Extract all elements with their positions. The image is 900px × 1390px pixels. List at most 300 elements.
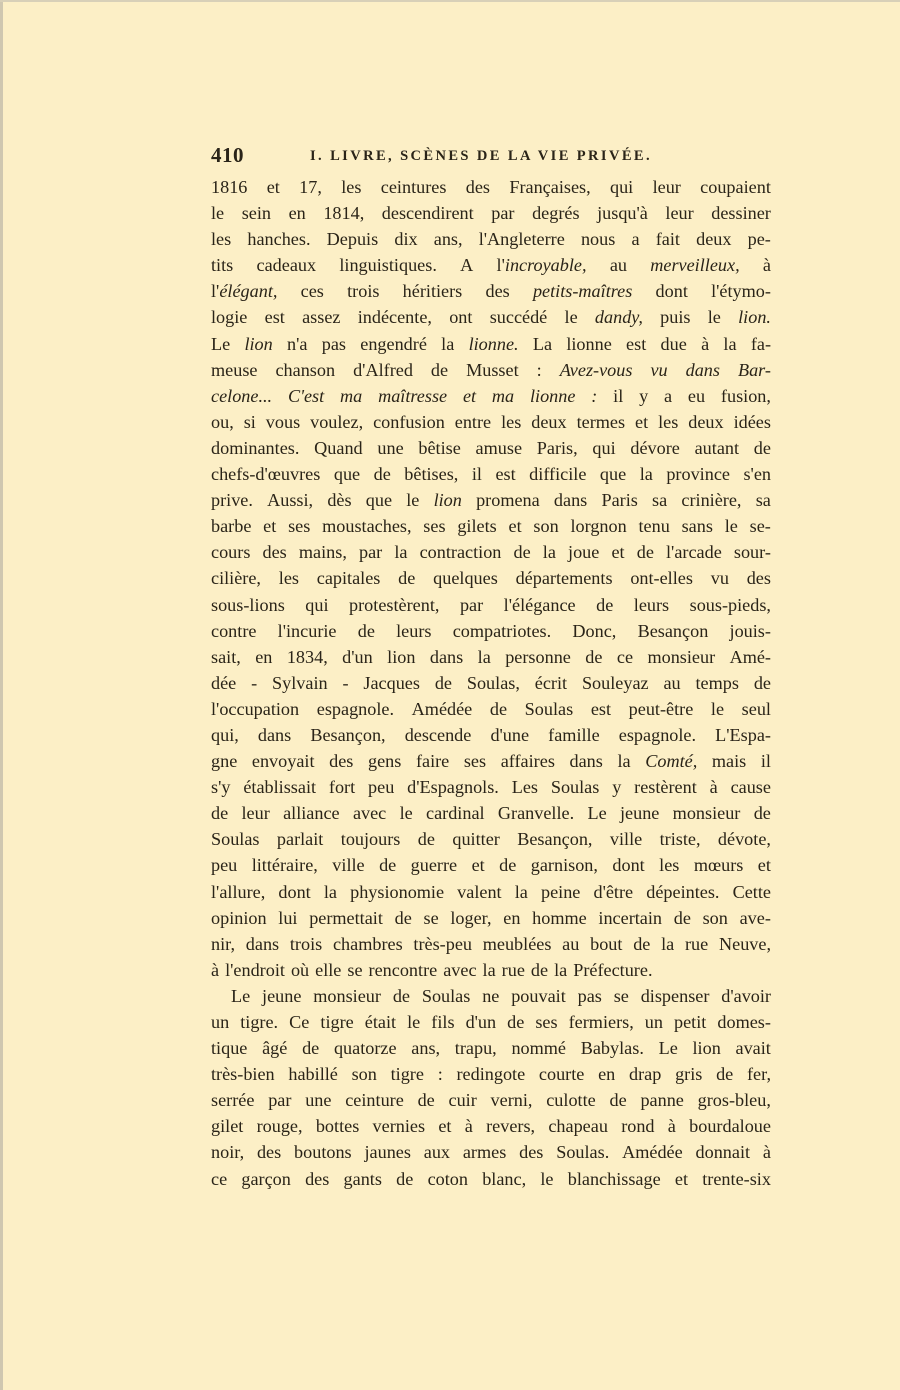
word: ont (449, 307, 473, 328)
word: entre (454, 411, 492, 432)
word: tique (211, 1038, 248, 1059)
word: la (639, 464, 653, 485)
word: les (341, 177, 362, 197)
word: d'une (490, 724, 530, 745)
word: et (263, 516, 277, 537)
word: la (723, 333, 737, 354)
word: se (423, 907, 439, 928)
word: les (278, 568, 299, 589)
word: cuir (448, 1090, 477, 1111)
word: chefs-d'œuvres (211, 464, 321, 485)
word: à (701, 333, 710, 354)
word: ave- (739, 907, 771, 928)
word: linguistiques. (339, 255, 437, 276)
word: descende (404, 724, 472, 745)
word: dominantes. (211, 437, 300, 458)
word: Paris, (536, 437, 578, 458)
word: monsieur (647, 646, 716, 667)
word: ces (300, 281, 324, 302)
text-line (211, 252, 771, 278)
text-line (211, 487, 771, 513)
word: personne (505, 646, 571, 667)
word: dans (245, 933, 280, 954)
text-line (211, 748, 771, 774)
word: ses (288, 516, 311, 537)
word: compatriotes. (452, 620, 552, 641)
word: gris (675, 1064, 703, 1085)
word: des (465, 177, 491, 197)
word: n'a (287, 333, 308, 354)
word: s'y (211, 777, 231, 798)
word: sa (652, 490, 668, 511)
text-line (211, 774, 771, 800)
word: en (598, 1064, 616, 1085)
word: lorgnon (570, 516, 627, 537)
text-line (211, 1061, 771, 1087)
word: monsieur (672, 803, 741, 824)
word: a (664, 385, 673, 406)
word: bourdaloue (689, 1116, 771, 1137)
word: la (477, 646, 491, 667)
word: assez (302, 307, 341, 328)
word: 1814, (323, 203, 365, 224)
word: toujours (340, 829, 401, 850)
text-line (211, 644, 771, 670)
word: de (398, 568, 416, 589)
word: est (495, 464, 516, 485)
word: : (591, 385, 598, 406)
word: meuse (211, 359, 258, 380)
word: jeune (262, 985, 302, 1006)
word: ce (616, 646, 634, 667)
word: y (612, 777, 622, 798)
word: cilière, (211, 568, 261, 589)
word: à (211, 959, 220, 980)
word: Amédée (411, 698, 473, 719)
page-edge-top (0, 0, 900, 2)
word: puis (660, 307, 691, 328)
word: et (266, 177, 280, 197)
word: verni, (490, 1090, 533, 1111)
word: autant (694, 437, 740, 458)
word: dessiner (711, 203, 771, 224)
word: domes- (717, 1012, 771, 1032)
word: leur (665, 203, 694, 224)
word: gens (367, 751, 402, 772)
word: de (417, 829, 435, 850)
word: dix (394, 229, 418, 250)
word: la (661, 933, 675, 954)
word: d'un (465, 1012, 497, 1032)
word: due (660, 333, 687, 354)
word: qui (305, 594, 329, 615)
word: ceinture (345, 1090, 404, 1111)
word: le (399, 803, 413, 824)
text-line (211, 226, 771, 252)
word: est (590, 698, 612, 719)
word: de (211, 803, 229, 824)
word: de (373, 464, 391, 485)
word: la (617, 751, 631, 772)
word: au (609, 255, 627, 276)
word: de (417, 1090, 435, 1111)
word: Le (587, 803, 607, 824)
word: une (377, 437, 404, 458)
word: littéraire, (251, 855, 318, 876)
word: nous (580, 229, 616, 250)
word: sa (755, 490, 771, 511)
page-number: 410 (211, 143, 244, 167)
word: héritiers (402, 281, 463, 302)
word: envoyait (251, 751, 315, 772)
word: trapu, (454, 1038, 497, 1059)
word: redingote (456, 1064, 526, 1085)
word: fermiers, (568, 1012, 634, 1032)
word: pe- (747, 229, 771, 250)
word: de (585, 646, 603, 667)
word: dépeintes. (646, 881, 720, 902)
word: si (243, 411, 256, 432)
running-header (211, 143, 771, 173)
word: vu (650, 359, 668, 380)
word: cours (211, 542, 251, 563)
word: Besançon (637, 620, 709, 641)
word: ou, (211, 411, 234, 432)
word: dévote, (717, 829, 771, 850)
word: les (659, 855, 680, 876)
word: l'incurie (277, 620, 337, 641)
word: sans (681, 516, 713, 537)
word: fer, (746, 1064, 771, 1085)
paragraph (211, 174, 771, 983)
word: amuse (475, 437, 523, 458)
word: les (658, 411, 679, 432)
word: un (644, 1012, 663, 1032)
word: la (542, 542, 556, 563)
word: jaunes (364, 1142, 411, 1163)
word: quelques (433, 568, 498, 589)
word: gilets (457, 516, 497, 537)
word: était (364, 1012, 397, 1032)
word: deux (696, 229, 732, 250)
text-line (211, 1009, 771, 1035)
word: y (639, 385, 649, 406)
word: Ce (289, 1012, 310, 1032)
word: gros-bleu, (697, 1090, 771, 1111)
word: leur (652, 177, 681, 197)
word: descendirent (381, 203, 474, 224)
word: très-bien (211, 1064, 275, 1085)
word: la (323, 881, 337, 902)
text-line (211, 1139, 771, 1165)
word: fort (328, 777, 356, 798)
word: monsieur (313, 985, 381, 1006)
word: courte (538, 1064, 585, 1085)
word: restèrent (634, 777, 697, 798)
text-line (211, 461, 771, 487)
word: l'allure, (211, 881, 266, 902)
word: de (609, 1090, 627, 1111)
word: Cette (732, 881, 771, 902)
word: parlait (276, 829, 324, 850)
word: à (762, 1142, 771, 1163)
word: jusqu'à (597, 203, 648, 224)
text-line (211, 278, 771, 304)
word: fusion, (720, 385, 771, 406)
word: guerre (410, 855, 458, 876)
word: dans (429, 646, 464, 667)
text-line (211, 852, 771, 878)
word: rue (685, 933, 709, 954)
body-text (211, 174, 771, 1192)
word: à (667, 1116, 676, 1137)
word: très-peu (413, 933, 472, 954)
word: et (471, 855, 485, 876)
word: l'élégant, (211, 281, 278, 302)
word: valent (457, 881, 502, 902)
word: Le (658, 1038, 678, 1059)
word: par (459, 594, 484, 615)
word: l'endroit (225, 959, 285, 980)
word: pouvait (511, 985, 566, 1006)
word: son (533, 516, 559, 537)
word: ville (332, 855, 365, 876)
word: rond (621, 1116, 655, 1137)
word: boutons (294, 1142, 352, 1163)
word: et (508, 516, 522, 537)
word: 17, (299, 177, 322, 197)
word: moustaches, (322, 516, 412, 537)
word: Granvelle. (497, 803, 575, 824)
word: donnait (695, 1142, 751, 1163)
word: indécente, (357, 307, 432, 328)
word: drap (629, 1064, 662, 1085)
text-line (211, 722, 771, 748)
word: dispenser (640, 985, 710, 1006)
word: blanchissage (567, 1168, 661, 1189)
word: jouis- (729, 620, 771, 641)
word: l'élégance (503, 594, 576, 615)
word: lionne. (468, 333, 519, 354)
word: un (211, 1012, 230, 1032)
word: gilet (211, 1116, 244, 1137)
text-line (211, 1087, 771, 1113)
text-line (211, 957, 771, 983)
word: protestèrent, (349, 594, 440, 615)
word: et (438, 1116, 452, 1137)
word: s'en (743, 464, 771, 485)
word: en (288, 203, 306, 224)
text-line (211, 905, 771, 931)
word: et (757, 855, 771, 876)
word: ma (340, 385, 363, 406)
word: lion (433, 490, 462, 511)
word: bêtise (418, 437, 461, 458)
word: sous-lions (211, 594, 285, 615)
word: Paris (601, 490, 638, 511)
word: Soulas, (466, 672, 520, 693)
word: lui (278, 907, 298, 928)
word: seul (741, 698, 771, 719)
word: de (379, 855, 397, 876)
text-line (211, 826, 771, 852)
word: leurs (633, 594, 670, 615)
word: - (251, 672, 258, 693)
word: de (430, 359, 449, 380)
word: faire (415, 751, 450, 772)
word: panne (640, 1090, 684, 1111)
word: tits (211, 255, 234, 276)
text-line (211, 435, 771, 461)
word: habillé (288, 1064, 338, 1085)
page-edge (0, 0, 3, 1390)
word: ne (482, 985, 500, 1006)
word: Le (231, 985, 251, 1006)
word: l'Angleterre (478, 229, 565, 250)
word: lion (692, 1038, 721, 1059)
word: incertain (598, 907, 663, 928)
word: Aussi, (267, 490, 314, 511)
word: merveilleux, (650, 255, 740, 276)
word: Soulas (211, 829, 260, 850)
word: l'occupation (211, 698, 300, 719)
word: et (635, 411, 649, 432)
word: La (532, 333, 553, 354)
text-line (211, 983, 771, 1009)
word: - (342, 672, 349, 693)
word: de (513, 542, 531, 563)
word: dans (569, 751, 603, 772)
word: deux (688, 411, 724, 432)
word: Soulas (421, 985, 471, 1006)
word: il (613, 385, 624, 406)
word: mais (711, 751, 747, 772)
word: vous (265, 411, 301, 432)
word: de (530, 959, 549, 980)
word: termes (576, 411, 626, 432)
word: culotte (546, 1090, 596, 1111)
word: rue (501, 959, 525, 980)
word: Avez-vous (559, 359, 633, 380)
word: de (396, 1168, 414, 1189)
word: par (358, 542, 383, 563)
word: les (211, 229, 232, 250)
word: alliance (283, 803, 340, 824)
word: Françaises, (509, 177, 591, 197)
word: la (554, 959, 568, 980)
word: de (753, 437, 771, 458)
word: de (636, 542, 654, 563)
text-line (211, 1113, 771, 1139)
word: Préfecture. (573, 959, 653, 980)
word: qui, (211, 724, 239, 745)
word: le (540, 1168, 554, 1189)
word: succédé (489, 307, 548, 328)
word: Donc, (572, 620, 617, 641)
word: barbe (211, 516, 252, 537)
text-line (211, 383, 771, 409)
word: de (392, 985, 410, 1006)
word: au (562, 933, 580, 954)
word: Babylas. (580, 1038, 644, 1059)
word: le (724, 516, 738, 537)
word: hanches. (247, 229, 311, 250)
word: revers, (486, 1116, 536, 1137)
word: à (709, 777, 718, 798)
word: la (514, 881, 528, 902)
word: homme (532, 907, 587, 928)
word: de (394, 907, 412, 928)
word: lionne (566, 333, 612, 354)
text-line (211, 618, 771, 644)
word: fait (655, 229, 680, 250)
word: mœurs (693, 855, 744, 876)
word: trente-six (702, 1168, 771, 1189)
word: gne (211, 751, 238, 772)
word: tigre (320, 1012, 354, 1032)
text-line (211, 331, 771, 357)
word: sour- (733, 542, 771, 563)
word: ville (609, 829, 643, 850)
word: des (329, 751, 354, 772)
word: vu (710, 568, 729, 589)
word: de (716, 1064, 734, 1085)
word: il (471, 464, 482, 485)
word: tenu (638, 516, 670, 537)
word: peu (368, 777, 395, 798)
word: et (462, 385, 477, 406)
word: deux (531, 411, 567, 432)
word: : (437, 1064, 443, 1085)
word: que (333, 464, 361, 485)
word: de (507, 1012, 525, 1032)
word: contraction (419, 542, 502, 563)
word: qui (609, 177, 634, 197)
word: engendré (360, 333, 427, 354)
word: trois (289, 933, 323, 954)
word: que (365, 490, 393, 511)
word: garnison, (530, 855, 598, 876)
word: espagnole. (618, 724, 697, 745)
word: dans (685, 359, 720, 380)
word: son (351, 1064, 377, 1085)
word: lion. (738, 307, 771, 328)
word: elle (315, 959, 342, 980)
word: degrés (532, 203, 580, 224)
word: voulez, (310, 411, 364, 432)
word: et (611, 542, 625, 563)
word: peu (211, 855, 238, 876)
word: chanson (275, 359, 336, 380)
word: confusion (373, 411, 445, 432)
word: quitter (452, 829, 500, 850)
word: tigre (390, 1064, 424, 1085)
word: Sylvain (272, 672, 328, 693)
word: d'être (593, 881, 634, 902)
text-line (211, 1035, 771, 1061)
word: des (256, 1142, 282, 1163)
word: coupaient (700, 177, 771, 197)
word: se (613, 985, 629, 1006)
word: ses (423, 516, 446, 537)
paragraph (211, 983, 771, 1192)
word: mains, (298, 542, 347, 563)
word: ont-elles (630, 568, 693, 589)
word: capitales (316, 568, 381, 589)
word: pas (321, 333, 346, 354)
word: ma (491, 385, 515, 406)
word: bottes (315, 1116, 360, 1137)
